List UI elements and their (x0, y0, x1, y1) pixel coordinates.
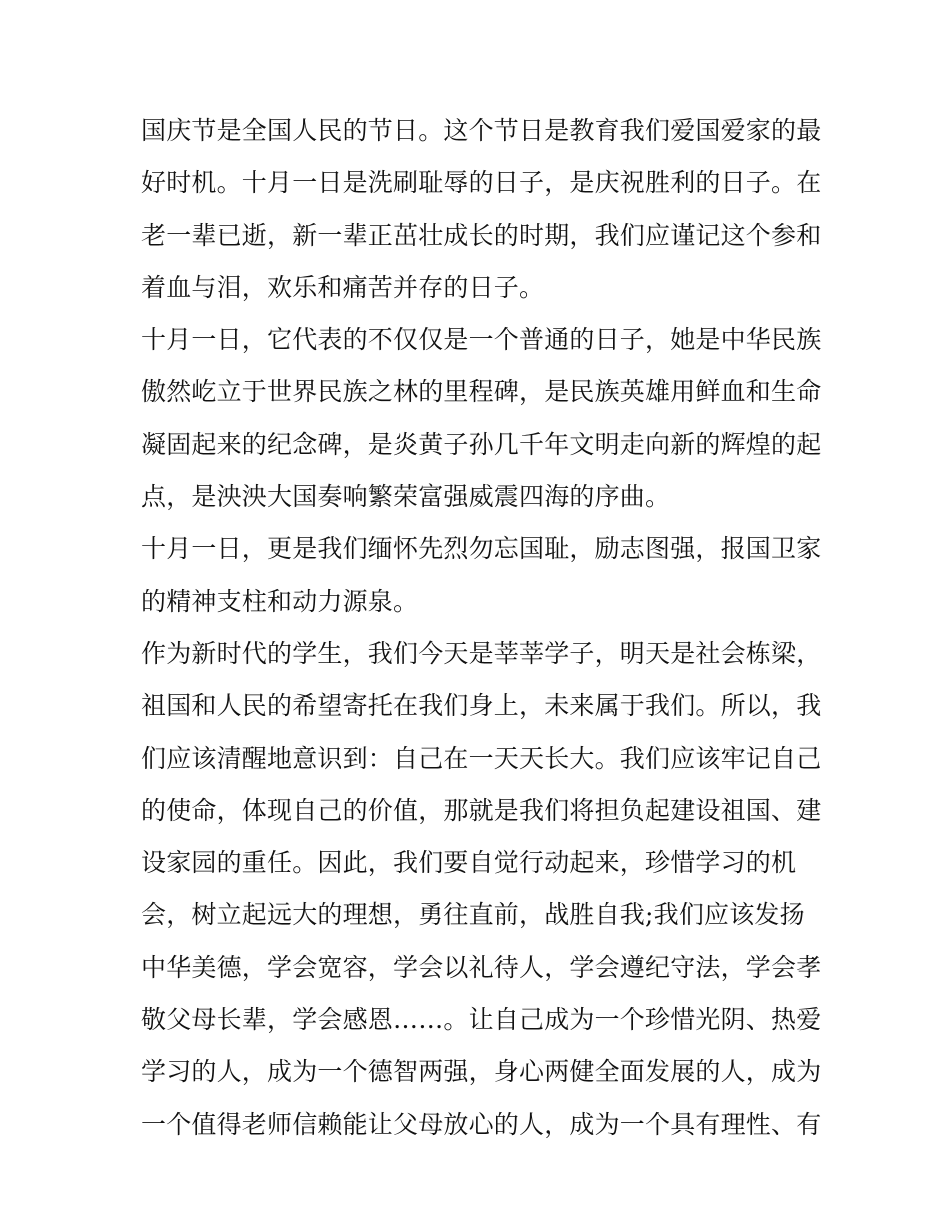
text-line: 祖国和人民的希望寄托在我们身上，未来属于我们。所以，我 (141, 691, 822, 721)
text-line: 傲然屹立于世界民族之林的里程碑，是民族英雄用鲜血和生命 (141, 377, 822, 407)
text-line: 国庆节是全国人民的节日。这个节日是教育我们爱国爱家的最 (141, 116, 822, 145)
text-line: 设家园的重任。因此，我们要自觉行动起来，珍惜学习的机 (141, 848, 797, 878)
text-line: 点，是泱泱大国奏响繁荣富强威震四海的序曲。 (141, 482, 671, 512)
text-line: 十月一日，更是我们缅怀先烈勿忘国耻，励志图强，报国卫家 (141, 534, 822, 564)
text-line: 的使命，体现自己的价值，那就是我们将担负起建设祖国、建 (141, 795, 822, 825)
body-text (141, 105, 821, 1151)
text-line: 十月一日，它代表的不仅仅是一个普通的日子，她是中华民族 (141, 325, 822, 355)
text-line: 凝固起来的纪念碑，是炎黄子孙几千年文明走向新的辉煌的起 (141, 429, 822, 459)
text-line: 一个值得老师信赖能让父母放心的人，成为一个具有理性、有 (141, 1109, 822, 1139)
text-line: 老一辈已逝，新一辈正茁壮成长的时期，我们应谨记这个参和 (141, 220, 822, 250)
text-line: 好时机。十月一日是洗刷耻辱的日子，是庆祝胜利的日子。在 (141, 168, 822, 198)
text-line: 们应该清醒地意识到：自己在一天天长大。我们应该牢记自己 (141, 743, 822, 773)
text-line: 的精神支柱和动力源泉。 (141, 586, 419, 616)
text-line: 作为新时代的学生，我们今天是莘莘学子，明天是社会栋梁， (141, 638, 822, 668)
text-line: 着血与泪，欢乐和痛苦并存的日子。 (141, 272, 545, 302)
text-line: 中华美德，学会宽容，学会以礼待人，学会遵纪守法，学会孝 (141, 952, 822, 982)
text-line: 学习的人，成为一个德智两强，身心两健全面发展的人，成为 (141, 1057, 822, 1087)
text-line: 敬父母长辈，学会感恩……。让自己成为一个珍惜光阴、热爱 (141, 1005, 822, 1035)
text-line: 会，树立起远大的理想，勇往直前，战胜自我;我们应该发扬 (141, 900, 805, 930)
